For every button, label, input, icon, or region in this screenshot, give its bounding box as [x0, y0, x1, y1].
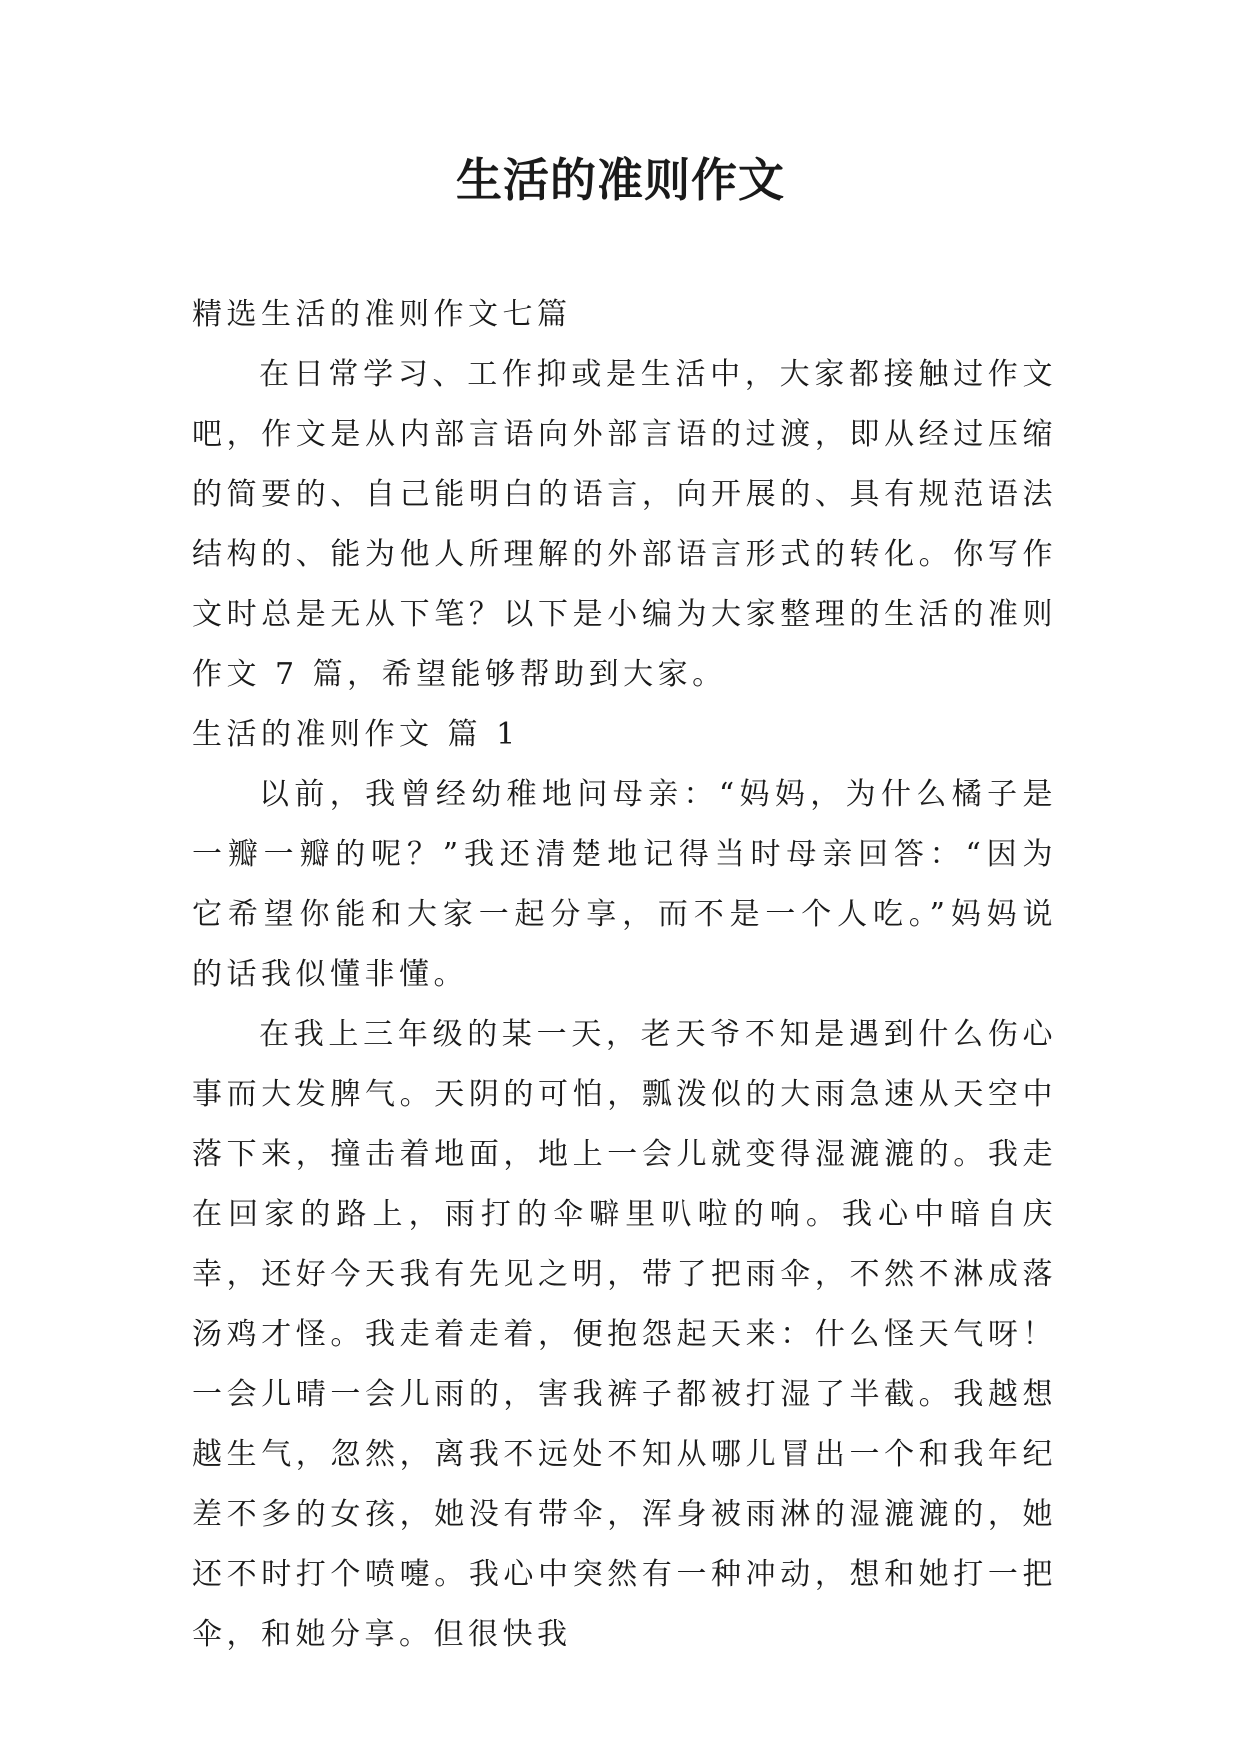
document-body: [192, 285, 1057, 1665]
intro-paragraph: 在日常学习、工作抑或是生活中，大家都接触过作文吧，作文是从内部言语向外部言语的过渡，即从经过压缩的简要的、自己能明白的语言，向开展的、具有规范语法结构的、能为他人所理解的外部语言形式的转化。你写作文时总是无从下笔？以下是小编为大家整理的生活的准则作文 7 篇，希望能够帮助到大家。: [192, 357, 1057, 692]
body-paragraph-1: 以前，我曾经幼稚地问母亲：“妈妈，为什么橘子是一瓣一瓣的呢？”我还清楚地记得当时母亲回答：“因为它希望你能和大家一起分享，而不是一个人吃。”妈妈说的话我似懂非懂。: [192, 777, 1057, 992]
document-subtitle: 精选生活的准则作文七篇: [192, 297, 572, 332]
body-paragraph-2: 在我上三年级的某一天，老天爷不知是遇到什么伤心事而大发脾气。天阴的可怕，瓢泼似的大雨急速从天空中落下来，撞击着地面，地上一会儿就变得湿漉漉的。我走在回家的路上，雨打的伞噼里叭啦的响。我心中暗自庆幸，还好今天我有先见之明，带了把雨伞，不然不淋成落汤鸡才怪。我走着走着，便抱怨起天来：什么怪天气呀！一会儿晴一会儿雨的，害我裤子都被打湿了半截。我越想越生气，忽然，离我不远处不知从哪儿冒出一个和我年纪差不多的女孩，她没有带伞，浑身被雨淋的湿漉漉的，她还不时打个喷嚏。我心中突然有一种冲动，想和她打一把伞，和她分享。但很快我: [192, 1017, 1057, 1652]
section-heading: 生活的准则作文 篇 1: [192, 717, 520, 752]
page-title: 生活的准则作文: [456, 153, 785, 207]
